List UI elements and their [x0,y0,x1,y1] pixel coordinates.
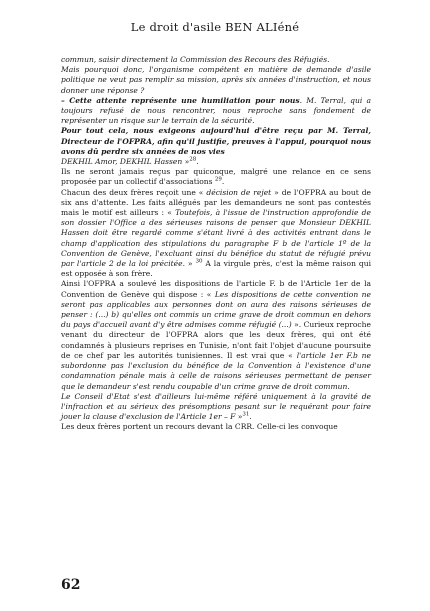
text-run: » [182,157,190,167]
footnote-ref: 30 [195,258,203,265]
text-run: . M. Terral, qui a toujours refusé de nous rencontrer, nous reproche sans fondement de représenter un risque sur le terrain de la sécurité. [61,95,371,126]
paragraph [61,392,371,423]
text-run: A la virgule près, c'est la même raison qui est opposée à son frère. [61,259,371,279]
footnote-ref: 29 [214,176,222,183]
paragraph [61,96,371,127]
text-run: commun, saisir directement la Commission des Recours des Réfugiés. [61,55,330,64]
text-run: Ils ne seront jamais reçus par quiconque, malgré une relance en ce sens proposée par un collectif d'associations [61,167,371,187]
footnote-ref: 31 [242,411,250,418]
text-run: Les deux frères portent un recours devant la CRR. Celle-ci les convoque [61,422,338,432]
paragraph [61,279,371,391]
text-run: DEKHIL Amor, DEKHIL Hassen [61,157,183,167]
paragraph [61,157,371,167]
text-run: Les dispositions de cette convention ne seront pas applicables aux personnes dont on aura des raisons sérieuses de penser : (...) b) qu'elles ont commis un crime grave de droit commun en dehors du pays d'accueil avant d'y être admises comme réfugié (...) [61,289,371,330]
paragraph [61,65,371,96]
text-run: – Cette attente représente une humiliation pour nous [61,95,300,105]
paragraph [61,126,371,157]
text-run: l'article 1er F.b ne subordonne pas l'exclusion du bénéfice de la Convention à l'existence d'une condamnation pénale mais à celle de raisons sérieuses permettant de penser que le demandeur s'est rendu coupable d'un crime grave de droit commun. [61,350,371,391]
text-run: Le Conseil d'Etat s'est d'ailleurs lui-même référé uniquement à la gravité de l'infraction et au sérieux des présomptions pesant sur le requérant pour faire jouer la clause d'exclusion de l'Article 1er – F [61,391,371,422]
footnote-ref: 28 [189,156,197,163]
paragraph [61,422,371,432]
text-run: Mais pourquoi donc, l'organisme compétent en matière de demande d'asile politique ne veut pas remplir sa mission, après six années d'instruction, et nous donner une réponse ? [61,65,371,95]
text-run: . [196,157,199,167]
text-run: . » [182,259,196,269]
text-run: ». Curieux reproche venant du directeur de l'OFPRA alors que les deux frères, qui ont été condamnés à plusieurs reprises en Tunisie, n'ont fait l'objet d'aucune poursuite de ce chef par les autorités tunisiennes. Il est vrai que « [61,320,371,360]
text-run: Pour tout cela, nous exigeons aujourd'hui d'être reçu par M. Terral, Directeur de l'OFPRA, afin qu'il justifie, preuves à l'appui, pourquoi nous avons dû perdre six années de nos vies [61,126,371,156]
text-run: » de l'OFPRA au bout de six ans d'attente. Les faits allégués par les demandeurs ne sont pas contestés mais le motif est ailleurs : « [61,187,372,218]
text-run: » [235,412,243,422]
text-run: Ainsi l'OFPRA a soulevé les dispositions de l'article F. b de l'Article 1er de la Convention de Genève qui dispose : « [61,279,371,299]
text-run: décision de rejet [206,187,272,197]
text-run: Chacun des deux frères reçoit une « [61,187,207,197]
paragraph [61,188,371,280]
paragraph [61,55,371,65]
text-run: . [249,412,252,422]
text-run: . [221,177,225,187]
paragraph [61,167,371,187]
body-text [61,55,371,433]
page-number: 62 [61,577,81,593]
text-run: Toutefois, à l'issue de l'instruction approfondie de son dossier l'Office a des sérieuses raisons de penser que Monsieur DEKHIL Hassen doit être regardé comme s'étant livré à des activités entrant dans le champ d'application des stipulations du paragraphe F b de l'article 1º de la Convention de Genève, l'excluant ainsi du bénéfice du statut de réfugié prévu par l'article 2 de la loi précitée [61,208,371,269]
running-title: Le droit d'asile BEN ALIéné [130,20,300,34]
